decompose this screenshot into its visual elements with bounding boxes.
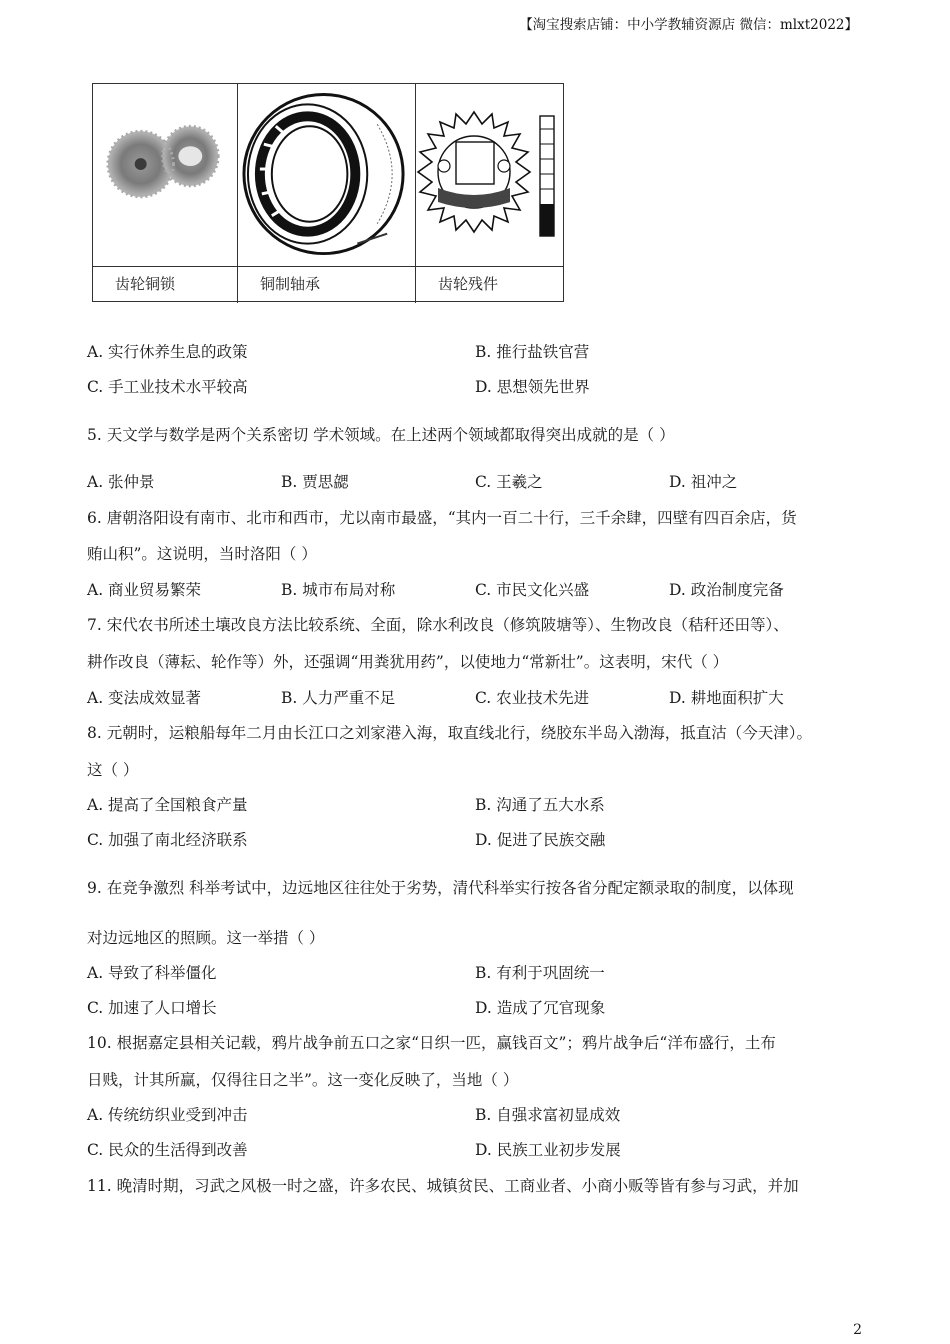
q5-option-a: A. 张仲景 <box>87 473 155 491</box>
q10-option-c: C. 民众的生活得到改善 <box>87 1141 248 1159</box>
q10-stem-line1: 10. 根据嘉定县相关记载，鸦片战争前五口之家“日织一匹，赢钱百文”；鸦片战争后“洋布盛行，土布 <box>87 1034 776 1052</box>
q8-option-d: D. 促进了民族交融 <box>475 831 606 849</box>
q7-stem-line1: 7. 宋代农书所述土壤改良方法比较系统、全面，除水利改良（修筑陂塘等）、生物改良（秸秆还田等）、 <box>87 616 789 634</box>
q7-option-d: D. 耕地面积扩大 <box>669 689 784 707</box>
q6-option-c: C. 市民文化兴盛 <box>475 581 590 599</box>
q8-option-a: A. 提高了全国粮食产量 <box>87 796 248 814</box>
q8-option-b: B. 沟通了五大水系 <box>475 796 605 814</box>
q5-option-c: C. 王羲之 <box>475 473 543 491</box>
figure-caption: 铜制轴承 <box>260 275 321 293</box>
q9-stem-line2: 对边远地区的照顾。这一举措（ ） <box>87 929 325 947</box>
figure-table <box>92 83 564 302</box>
figure-caption: 齿轮残件 <box>438 275 499 293</box>
q9-option-c: C. 加速了人口增长 <box>87 999 217 1017</box>
q6-option-b: B. 城市布局对称 <box>281 581 396 599</box>
q4-option-c: C. 手工业技术水平较高 <box>87 378 248 396</box>
q5-option-b: B. 贾思勰 <box>281 473 349 491</box>
q10-option-b: B. 自强求富初显成效 <box>475 1106 621 1124</box>
q11-stem-line1: 11. 晚清时期，习武之风极一时之盛，许多农民、城镇贫民、工商业者、小商小贩等皆有参与习武，并加 <box>87 1177 799 1195</box>
q4-option-a: A. 实行休养生息的政策 <box>87 343 248 361</box>
q9-option-d: D. 造成了冗官现象 <box>475 999 606 1017</box>
q5-stem: 5. 天文学与数学是两个关系密切 学术领域。在上述两个领域都取得突出成就的是（ ） <box>87 426 675 444</box>
q7-stem-line2: 耕作改良（薄耘、轮作等）外，还强调“用粪犹用药”，以使地力“常新壮”。这表明，宋代（ ） <box>87 653 729 671</box>
q8-option-c: C. 加强了南北经济联系 <box>87 831 248 849</box>
bearing-icon <box>238 84 415 267</box>
q8-stem-line2: 这（ ） <box>87 761 139 779</box>
q4-option-d: D. 思想领先世界 <box>475 378 590 396</box>
q6-option-d: D. 政治制度完备 <box>669 581 784 599</box>
q10-option-d: D. 民族工业初步发展 <box>475 1141 621 1159</box>
q10-option-a: A. 传统纺织业受到冲击 <box>87 1106 248 1124</box>
q9-option-a: A. 导致了科举僵化 <box>87 964 217 982</box>
gear-fragment-icon <box>416 84 563 267</box>
q6-stem-line1: 6. 唐朝洛阳设有南市、北市和西市，尤以南市最盛，“其内一百二十行，三千余肆，四壁有四百余店，货 <box>87 509 797 527</box>
q8-stem-line1: 8. 元朝时，运粮船每年二月由长江口之刘家港入海，取直线北行，绕胶东半岛入渤海，抵直沽（今天津）。 <box>87 724 812 742</box>
q10-stem-line2: 日贱，计其所赢，仅得往日之半”。这一变化反映了，当地（ ） <box>87 1071 519 1089</box>
q7-option-c: C. 农业技术先进 <box>475 689 590 707</box>
q7-option-b: B. 人力严重不足 <box>281 689 396 707</box>
figure-cell-1 <box>93 84 238 303</box>
figure-cell-3 <box>416 84 563 303</box>
q7-option-a: A. 变法成效显著 <box>87 689 202 707</box>
q9-stem-line1: 9. 在竞争激烈 科举考试中，边远地区往往处于劣势，清代科举实行按各省分配定额录取的制度，以体现 <box>87 879 794 897</box>
q5-option-d: D. 祖冲之 <box>669 473 738 491</box>
q6-stem-line2: 贿山积”。这说明，当时洛阳（ ） <box>87 545 317 563</box>
q9-option-b: B. 有利于巩固统一 <box>475 964 605 982</box>
figure-caption: 齿轮铜锁 <box>115 275 176 293</box>
gear-lock-icon <box>93 84 237 267</box>
page-header: 【淘宝搜索店铺：中小学教辅资源店 微信：mlxt2022】 <box>519 17 858 33</box>
q4-option-b: B. 推行盐铁官营 <box>475 343 590 361</box>
q6-option-a: A. 商业贸易繁荣 <box>87 581 202 599</box>
page-number: 2 <box>853 1322 862 1338</box>
figure-cell-2 <box>238 84 416 303</box>
